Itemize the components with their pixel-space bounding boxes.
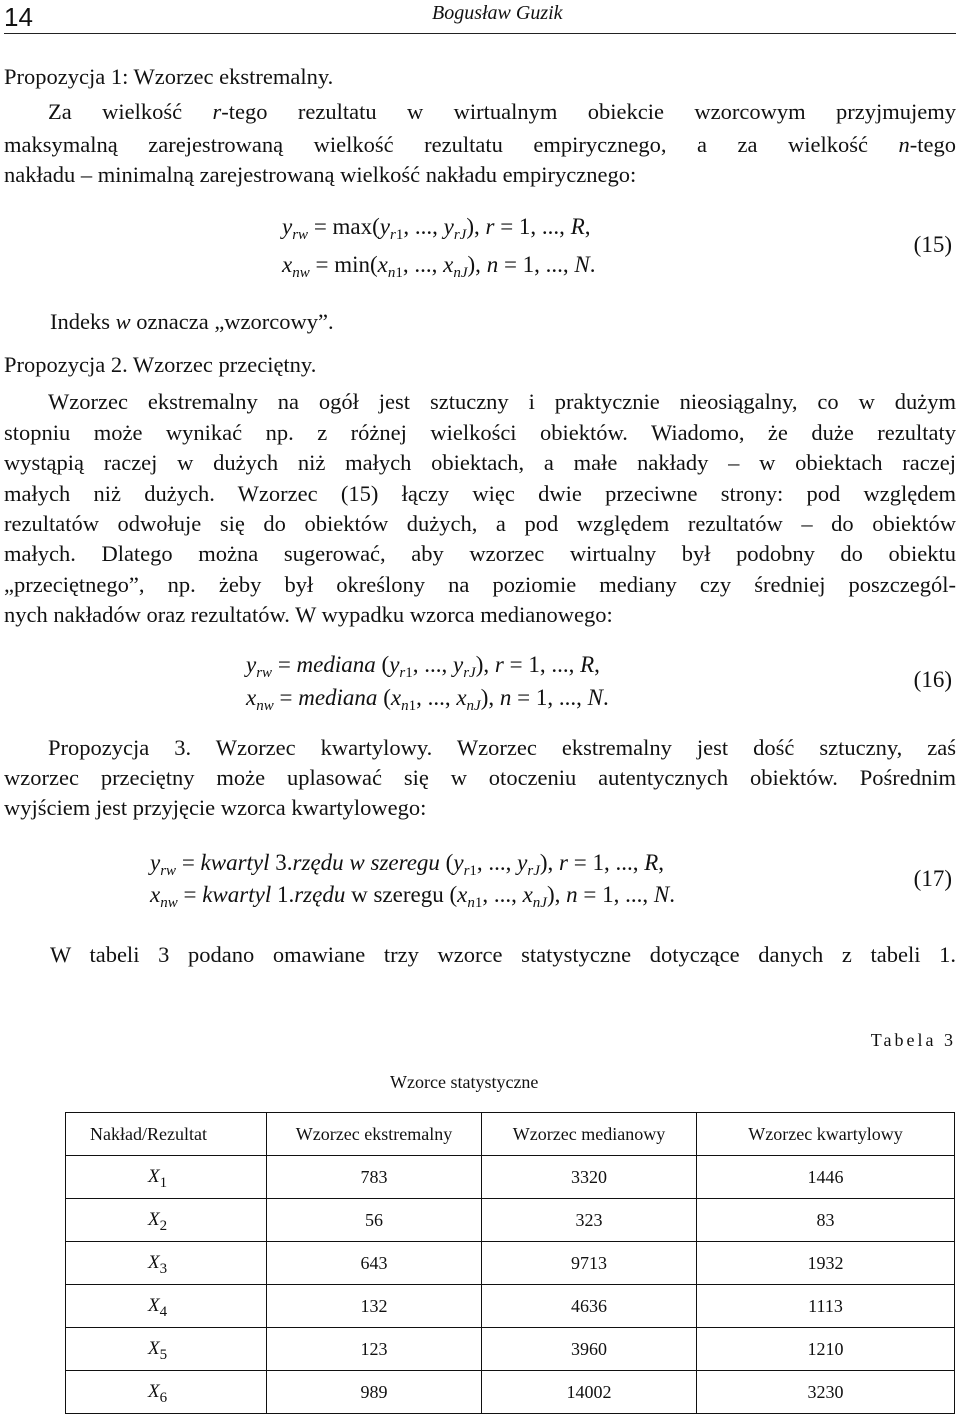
equation-17-number: (17) [913, 866, 952, 891]
equation-16-line-2: $x_{nw}$ = mediana ($x_{n1}$, ..., $x_{nJ}$), n = 1, ..., N. [246, 685, 609, 714]
table-cell: 14002 [482, 1371, 697, 1414]
row-label: $X_4$ [66, 1285, 267, 1328]
prop2-line-3: wystąpią raczej w dużych niż małych obiektach, a małe nakłady – w obiektach raczej [4, 450, 956, 475]
column-header: Wzorzec medianowy [482, 1113, 697, 1156]
equation-15-line-2: $x_{nw} = \min(x_{n1}$, ..., $x_{nJ}$), n = 1, ..., N. [282, 252, 596, 281]
equation-16-number: (16) [913, 667, 952, 692]
table-label: Tabela 3 [870, 1030, 956, 1050]
table-cell: 123 [267, 1328, 482, 1371]
column-header: Wzorzec ekstremalny [267, 1113, 482, 1156]
prop1-line-1: Za wielkość r-tego rezultatu w wirtualnym obiekcie wzorcowym przyjmujemy [48, 99, 956, 124]
table-row [66, 1285, 955, 1328]
prop1-title: Propozycja 1: Wzorzec ekstremalny. [4, 64, 334, 89]
table-row [66, 1328, 955, 1371]
prop2-line-2: stopniu może wynikać np. z różnej wielkości obiektów. Wiadomo, że duże rezultaty [4, 420, 956, 445]
table-cell: 4636 [482, 1285, 697, 1328]
table-row [66, 1156, 955, 1199]
table-cell: 56 [267, 1199, 482, 1242]
running-header-author: Bogusław Guzik [432, 2, 563, 24]
table-cell: 989 [267, 1371, 482, 1414]
page-number: 14 [4, 2, 33, 32]
prop2-line-5: rezultatów odwołuje się do obiektów dużych, a pod względem rezultatów – do obiektów [4, 511, 956, 536]
prop2-title: Propozycja 2. Wzorzec przeciętny. [4, 352, 317, 377]
table-row [66, 1242, 955, 1285]
column-header: Wzorzec kwartylowy [697, 1113, 955, 1156]
closing-sentence: W tabeli 3 podano omawiane trzy wzorce statystyczne dotyczące danych z tabeli 1. [50, 942, 956, 967]
table-cell: 323 [482, 1199, 697, 1242]
equation-17-line-1: $y_{rw}$ = kwartyl 3.rzędu w szeregu ($y_{r1}$, ..., $y_{rJ}$), r = 1, ..., R, [150, 850, 665, 879]
table-cell: 3320 [482, 1156, 697, 1199]
equation-17-line-2: $x_{nw}$ = kwartyl 1.rzędu w szeregu ($x_{n1}$, ..., $x_{nJ}$), n = 1, ..., N. [150, 882, 675, 911]
table-cell: 3960 [482, 1328, 697, 1371]
row-label: $X_2$ [66, 1199, 267, 1242]
prop2-line-4: małych niż dużych. Wzorzec (15) łączy więc dwie przeciwne strony: pod względem [4, 481, 956, 506]
table-row [66, 1371, 955, 1414]
prop2-line-7: „przeciętnego”, np. żeby był określony na poziomie mediany czy średniej poszczegól- [4, 572, 956, 597]
row-label: $X_3$ [66, 1242, 267, 1285]
table-cell: 132 [267, 1285, 482, 1328]
table-cell: 1932 [697, 1242, 955, 1285]
header-rule [4, 33, 956, 34]
table-cell: 643 [267, 1242, 482, 1285]
row-label: $X_6$ [66, 1371, 267, 1414]
equation-15-line-1: $y_{rw} = \max(y_{r1}$, ..., $y_{rJ}$), r = 1, ..., R, [282, 214, 591, 243]
table-cell: 1446 [697, 1156, 955, 1199]
table-cell: 1113 [697, 1285, 955, 1328]
prop2-line-6: małych. Dlatego można sugerować, aby wzorzec wirtualny był podobny do obiektu [4, 541, 956, 566]
row-label: $X_5$ [66, 1328, 267, 1371]
row-label: $X_1$ [66, 1156, 267, 1199]
prop3-line-1: Propozycja 3. Wzorzec kwartylowy. Wzorzec ekstremalny jest dość sztuczny, zaś [48, 735, 956, 760]
prop1-line-2: maksymalną zarejestrowaną wielkość rezultatu empirycznego, a za wielkość n-tego [4, 132, 956, 157]
column-header: Nakład/Rezultat [66, 1113, 267, 1156]
prop3-line-2: wzorzec przeciętny może uplasować się w otoczeniu autentycznych obiektów. Pośrednim [4, 765, 956, 790]
patterns-table [65, 1112, 955, 1414]
prop2-line-1: Wzorzec ekstremalny na ogół jest sztuczny i praktycznie nieosiągalny, co w dużym [48, 389, 956, 414]
table-cell: 3230 [697, 1371, 955, 1414]
table-cell: 1210 [697, 1328, 955, 1371]
table-header-row [66, 1113, 955, 1156]
table-cell: 83 [697, 1199, 955, 1242]
prop1-line-3: nakładu – minimalną zarejestrowaną wielkość nakładu empirycznego: [4, 162, 637, 187]
table-title: Wzorce statystyczne [390, 1072, 539, 1092]
equation-15-number: (15) [913, 232, 952, 257]
prop3-line-3: wyjściem jest przyjęcie wzorca kwartylowego: [4, 795, 427, 820]
index-note: Indeks w oznacza „wzorcowy”. [50, 309, 334, 334]
table-cell: 9713 [482, 1242, 697, 1285]
prop2-line-8: nych nakładów oraz rezultatów. W wypadku wzorca medianowego: [4, 602, 613, 627]
equation-16-line-1: $y_{rw}$ = mediana ($y_{r1}$, ..., $y_{rJ}$), r = 1, ..., R, [246, 652, 600, 681]
table-cell: 783 [267, 1156, 482, 1199]
table-row [66, 1199, 955, 1242]
